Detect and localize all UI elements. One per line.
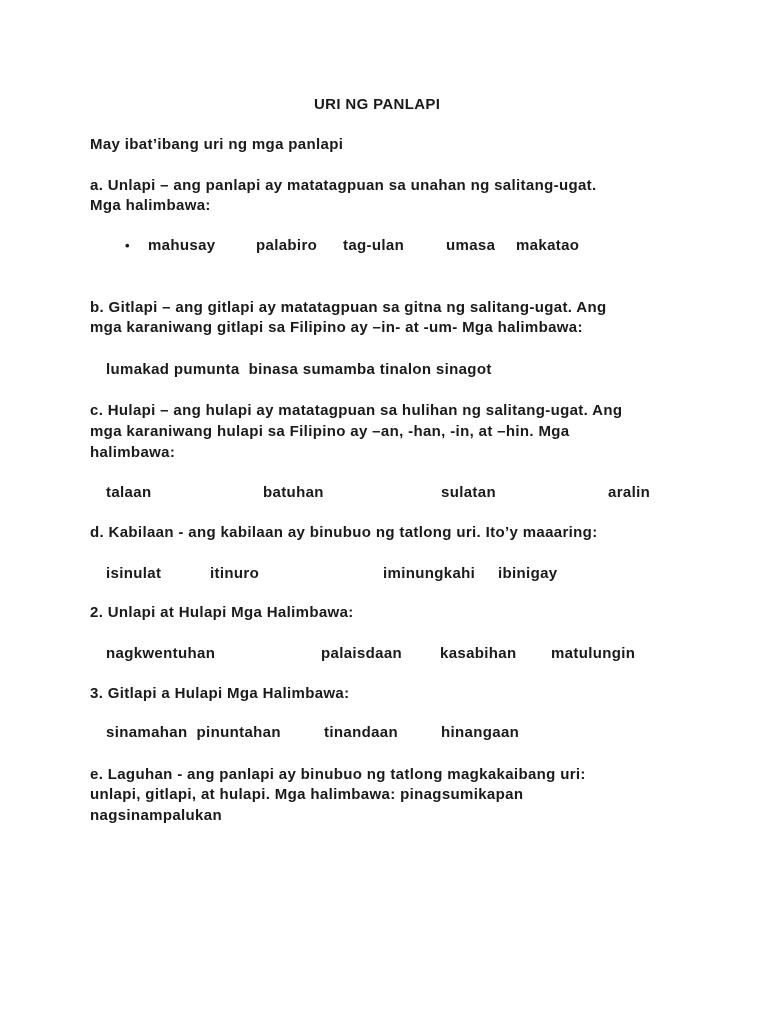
unlapi-hulapi-example: palaisdaan	[321, 645, 403, 662]
kabilaan-example: ibinigay	[498, 565, 558, 582]
gitlapi-hulapi-example: sinamahan pinuntahan	[106, 724, 281, 741]
hulapi-definition-line-1: c. Hulapi – ang hulapi ay matatagpuan sa hulihan ng salitang-ugat. Ang	[90, 402, 623, 419]
unlapi-example: mahusay	[148, 237, 216, 254]
laguhan-definition-line-3: nagsinampalukan	[90, 807, 222, 824]
unlapi-example: makatao	[516, 237, 580, 254]
document-title: URI NG PANLAPI	[314, 96, 441, 113]
kabilaan-example: isinulat	[106, 565, 162, 582]
gitlapi-hulapi-example: hinangaan	[441, 724, 520, 741]
unlapi-hulapi-heading: 2. Unlapi at Hulapi Mga Halimbawa:	[90, 604, 354, 621]
laguhan-definition-line-2: unlapi, gitlapi, at hulapi. Mga halimbawa: pinagsumikapan	[90, 786, 524, 803]
hulapi-example: talaan	[106, 484, 152, 501]
hulapi-example: sulatan	[441, 484, 496, 501]
gitlapi-definition-line-2: mga karaniwang gitlapi sa Filipino ay –in- at -um- Mga halimbawa:	[90, 319, 583, 336]
unlapi-example: umasa	[446, 237, 496, 254]
kabilaan-example: itinuro	[210, 565, 260, 582]
unlapi-hulapi-example: matulungin	[551, 645, 636, 662]
unlapi-example: tag-ulan	[343, 237, 405, 254]
unlapi-definition-line-2: Mga halimbawa:	[90, 197, 211, 214]
gitlapi-hulapi-heading: 3. Gitlapi a Hulapi Mga Halimbawa:	[90, 685, 350, 702]
unlapi-definition-line-1: a. Unlapi – ang panlapi ay matatagpuan sa unahan ng salitang-ugat.	[90, 177, 597, 194]
hulapi-example: aralin	[608, 484, 651, 501]
laguhan-definition-line-1: e. Laguhan - ang panlapi ay binubuo ng tatlong magkakaibang uri:	[90, 766, 586, 783]
kabilaan-definition: d. Kabilaan - ang kabilaan ay binubuo ng tatlong uri. Ito’y maaaring:	[90, 524, 598, 541]
kabilaan-example: iminungkahi	[383, 565, 476, 582]
unlapi-example: palabiro	[256, 237, 318, 254]
unlapi-hulapi-example: kasabihan	[440, 645, 517, 662]
intro-text: May ibat’ibang uri ng mga panlapi	[90, 136, 344, 153]
hulapi-definition-line-3: halimbawa:	[90, 444, 176, 461]
bullet-icon: •	[125, 238, 130, 253]
gitlapi-hulapi-example: tinandaan	[324, 724, 398, 741]
hulapi-definition-line-2: mga karaniwang hulapi sa Filipino ay –an, -han, -in, at –hin. Mga	[90, 423, 570, 440]
unlapi-hulapi-example: nagkwentuhan	[106, 645, 216, 662]
gitlapi-examples: lumakad pumunta binasa sumamba tinalon sinagot	[106, 361, 492, 378]
gitlapi-definition-line-1: b. Gitlapi – ang gitlapi ay matatagpuan sa gitna ng salitang-ugat. Ang	[90, 299, 607, 316]
hulapi-example: batuhan	[263, 484, 324, 501]
